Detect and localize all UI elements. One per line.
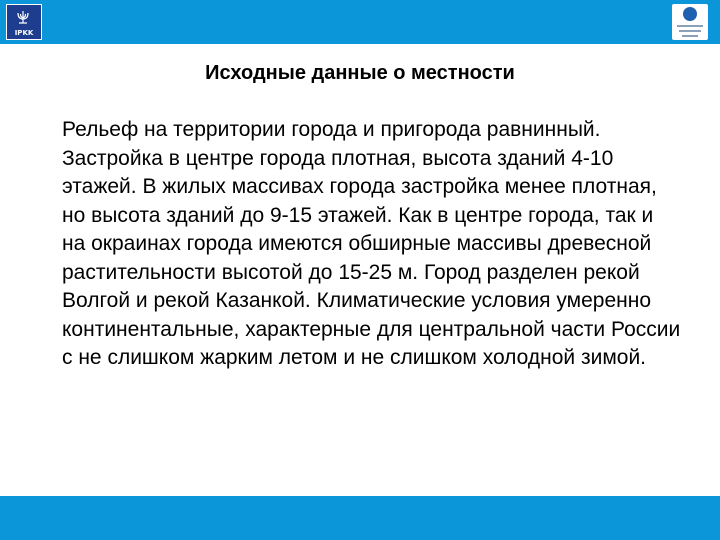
menorah-icon bbox=[15, 10, 31, 24]
slide-title: Исходные данные о местности bbox=[205, 62, 515, 84]
slide-body-text: Рельеф на территории города и пригорода равнинный. Застройка в центре города плотная, высота зданий 4-10 этажей. В жилых массивах города застройка менее плотная, но высота зданий до 9-15 этажей. Как в центре города, так и на окраинах города имеются обширные массивы древесной растительности высотой до 15-25 м. Город разделен рекой Волгой и рекой Казанкой. Климатические условия умеренно континентальные, характерные для центральной части России с не слишком жарким летом и не слишком холодной зимой. bbox=[62, 118, 681, 369]
logo-text: ΙΡΚΚ bbox=[14, 29, 34, 37]
partner-logo bbox=[672, 4, 708, 40]
emblem-icon bbox=[683, 7, 697, 21]
organization-logo bbox=[6, 4, 42, 40]
header-bar bbox=[0, 0, 720, 44]
footer-bar bbox=[0, 496, 720, 540]
